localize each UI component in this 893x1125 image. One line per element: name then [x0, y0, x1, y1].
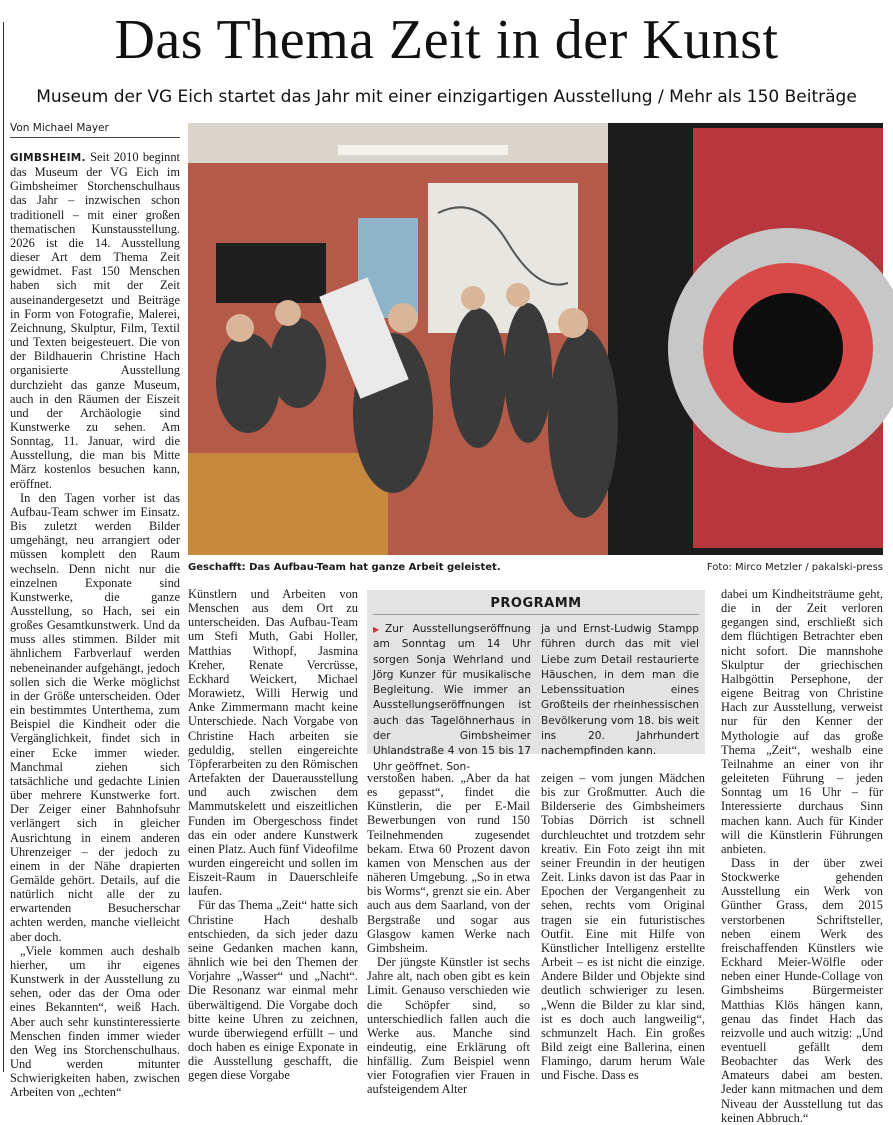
- dateline: GIMBSHEIM.: [10, 152, 86, 164]
- paragraph: verstoßen haben. „Aber da hat es gepasst“, findet die Künstlerin, die per E-Mail Bewerbungen von rund 150 Teilnehmenden zugesendet bekam. Etwa 60 Prozent davon kamen von Menschen aus der näheren Umgebung. „So in etwa bis Worms“, grenzt sie ein. Aber auch aus dem Saarland, von der Bergstraße und sogar aus Glasgow kamen Werke nach Gimbsheim.: [367, 771, 530, 955]
- paragraph: Dass in der über zwei Stockwerke gehenden Ausstellung ein Werk von Günther Grass, dem 2015 verstorbenen Schriftsteller, neben einem Werk des freischaffenden Künstlers wie Eckhard Meier-Wölfle oder neben einer Hunde-Collage von Gimbsheims Bürgermeister Matthias Klös hängen kann, genau das findet Hach das reizvolle und auch witzig: „Und eventuell gefällt dem Beobachter das Werk des Amateurs dabei am besten. Jeder kann mitmachen und dem Niveau der Ausstellung tut das keinen Abbruch.“: [721, 855, 883, 1125]
- photo-caption: Geschafft: Das Aufbau-Team hat ganze Arbeit geleistet.: [188, 562, 501, 573]
- text-column-3: [367, 771, 530, 1097]
- paragraph: In den Tagen vorher ist das Aufbau-Team schwer im Einsatz. Bis zuletzt werden Bilder umgehängt, neu arrangiert oder müssen komplett den Raum wechseln. Denn nicht nur die einzelnen Exponate sind Kunstwerke, die ganze Ausstellung, so Hach, sei ein großes Gesamtkunstwerk. Und da muss alles stimmen. Bilder mit ähnlichem Farbverlauf werden nebeneinander aufgehängt, jedoch sollen sich die Werke möglichst in der Größe unterscheiden. Oder ein bestimmtes Unterthema, zum Beispiel die Kindheit oder die Vergänglichkeit, findet sich in einer Ecke immer wieder. Manchmal ziehen sich tatsächliche und gedachte Linien über mehrere Kunstwerke fort. Der Zeiger einer Bahnhofsuhr verlängert sich in gleicher Ausrichtung in einem anderen Uhrenzeiger – der jedoch zu einem in der Nähe drapierten Gemälde gehört. Details, auf die natürlich nicht alle der zu erwartenden Besucherschar achten werden, manche vielleicht aber doch.: [10, 490, 180, 944]
- text-column-5: [721, 587, 883, 1125]
- triangle-icon: ▶: [373, 625, 385, 634]
- program-box-right: [541, 622, 699, 760]
- photo-credit: Foto: Mirco Metzler / pakalski-press: [706, 562, 883, 573]
- program-text-right: ja und Ernst-Ludwig Stampp führen durch das mit viel Liebe zum Detail restaurierte Häuschen, in dem man die Lebenssituation eines Großteils der rheinhessischen Bevölkerung vom 18. bis weit ins 20. Jahrhundert nachempfinden kann.: [541, 623, 699, 758]
- program-box: [367, 590, 705, 773]
- text-column-4: [541, 771, 705, 1083]
- paragraph: zeigen – vom jungen Mädchen bis zur Großmutter. Auch die Bilderserie des Gimbsheimers Tobias Dörrich ist schnell durchleuchtet und trotzdem sehr kreativ. Ein Foto zeigt ihn mit seiner Freundin in der heutigen Zeit. Links davon ist das Paar in Epochen der Vergangenheit zu sehen, rechts vom Original tragen sie ein futuristisches Outfit. Eine mit Hilfe von Künstlicher Intelligenz erstellte Arbeit – es ist nicht die einzige. Andere Bilder und Objekte sind deutlich schwieriger zu lesen. „Wenn die Bilder zu klar sind, ist es doch auch langweilig“, schmunzelt Hach. Ein großes Bild zeigt eine Ballerina, einen Flamingo, darum herum Wale und Fische. Dass es: [541, 771, 705, 1083]
- text-column-2: [188, 587, 358, 1083]
- article-subheadline: Museum der VG Eich startet das Jahr mit einer einzigartigen Ausstellung / Mehr als 150 Beiträge: [36, 87, 857, 107]
- program-text-left: Zur Ausstellungseröffnung am Sonntag um 14 Uhr sorgen Sonja Wehrland und Jörg Kunzer für musikalische Begleitung. Wie immer an Ausstellungseröffnungen ist auch das Tagelöhnerhaus in der Gimbsheimer Uhlandstraße 4 von 15 bis 17 Uhr geöffnet. Son-: [373, 623, 531, 773]
- article-photo: [188, 123, 883, 555]
- program-box-title: PROGRAMM: [373, 590, 699, 615]
- byline: Von Michael Mayer: [10, 122, 180, 138]
- paragraph: Künstlern und Arbeiten von Menschen aus dem Ort zu unterscheiden. Das Aufbau-Team um Stefi Muth, Gabi Holler, Matthias Withopf, Jasmina Kreher, Renate Vercrüsse, Eckhard Weickert, Michael Morawietz, Willi Herwig und Anke Zimmermann macht keine Unterschiede. Nach Vorgabe von Christine Hach arbeiten sie geduldig, stellen eingereichte Töpferarbeiten zu den Römischen Artefakten der Dauerausstellung und auch zwischen dem Mammutskelett und eiszeitlichen Funden im Obergeschoss findet das ein oder andere Kunstwerk einen Platz. Auch fünf Videofilme wurden eingereicht und sollen im Eiszeit-Raum in Dauerschleife laufen.: [188, 587, 358, 899]
- paragraph: Für das Thema „Zeit“ hatte sich Christine Hach deshalb entschieden, da sich jeder dazu seine Gedanken machen kann, ähnlich wie bei den Themen der Vorjahre „Wasser“ und „Nacht“. Die Resonanz war einmal mehr überwältigend. Die Vorgabe doch bitte keine Uhren zu zeichnen, wurde überwiegend erfüllt – und doch haben es einige Exponate in die Ausstellung geschafft, die gegen diese Vorgabe: [188, 898, 358, 1083]
- program-box-left: [373, 622, 531, 775]
- team-photo-illustration: [188, 123, 883, 555]
- paragraph: „Viele kommen auch deshalb hierher, um ihr eigenes Kunstwerk in der Ausstellung zu sehen, oder das der Oma oder eines Bekannten“, weiß Hach. Aber auch sehr kunstinteressierte Menschen finden immer wieder den Weg ins Storchenschulhaus. Und werden mitunter Schwierigkeiten haben, zwischen Arbeiten von „echten“: [10, 943, 180, 1100]
- lead-paragraph: Seit 2010 beginnt das Museum der VG Eich im Gimbsheimer Storchenschulhaus das Jahr – inzwischen schon traditionell – mit einer großen thematischen Kunstausstellung. 2026 ist die 14. Ausstellung dieser Art dem Thema Zeit gewidmet. Fast 150 Menschen haben sich mit der Zeit auseinandergesetzt und Beiträge in Form von Fotografie, Malerei, Zeichnung, Skulptur, Film, Textil und Texten beigesteuert. Die von der Bildhauerin Christine Hach organisierte Ausstellung durchzieht das ganze Museum, auch in den Räumen der Eiszeit und der Archäologie sind Kunstwerke zu sehen. Am Sonntag, 11. Januar, wird die Ausstellung, die man bis Mitte März kostenlos besuchen kann, eröffnet.: [10, 150, 180, 491]
- paragraph: dabei um Kindheitsträume geht, die in der Zeit verloren gegangen sind, erschließt sich dem flüchtigen Betrachter eben nicht sofort. Die mannshohe Skulptur der griechischen Halbgöttin Persephone, der eigene Beitrag von Christine Hach zur Ausstellung, verweist nur für den Kenner der Mythologie auf das große Thema „Zeit“, weshalb eine Teilnahme an einer von ihr geleiteten Führung – jeden Sonntag um 16 Uhr – für Interessierte durchaus Sinn machen kann. Auch für Kinder will die Künstlerin Führungen anbieten.: [721, 587, 883, 856]
- paragraph: Der jüngste Künstler ist sechs Jahre alt, nach oben gibt es kein Limit. Genauso verschieden wie die Schöpfer sind, so unterschiedlich fallen auch die Werke aus. Manche sind eindeutig, eine Erklärung oft hinfällig. Zum Beispiel wenn vier Fotografien vier Frauen in aufsteigendem Alter: [367, 955, 530, 1097]
- text-column-1: [10, 150, 180, 1100]
- article-headline: Das Thema Zeit in der Kunst: [114, 9, 779, 71]
- column-rule: [3, 22, 4, 1072]
